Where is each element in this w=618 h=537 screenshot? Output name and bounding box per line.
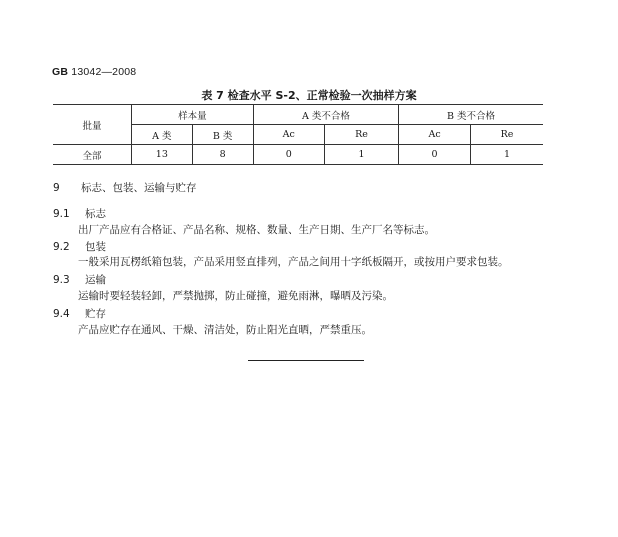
page-header <box>52 66 136 78</box>
cell-a-ac: 0 <box>253 145 324 165</box>
header-b-re: Re <box>471 125 543 145</box>
section-number: 9 <box>53 182 60 194</box>
cell-sample-a: 13 <box>132 145 193 165</box>
section-9-4-text: 产品应贮存在通风、干燥、清洁处，防止阳光直晒，严禁重压。 <box>78 324 372 336</box>
section-9-4-heading <box>53 306 106 321</box>
table-title: 表 7 检查水平 S-2、正常检验一次抽样方案 <box>201 89 417 102</box>
cell-a-re: 1 <box>324 145 398 165</box>
table-header-row-1 <box>53 105 543 125</box>
cell-b-ac: 0 <box>399 145 471 165</box>
section-9-1-heading <box>53 206 106 221</box>
header-a-ac: Ac <box>253 125 324 145</box>
standard-prefix: GB <box>52 66 69 78</box>
section-title: 贮存 <box>85 308 106 320</box>
header-b-nonconform: B 类不合格 <box>399 105 543 125</box>
header-b-ac: Ac <box>399 125 471 145</box>
end-rule <box>248 360 364 361</box>
cell-batch: 全部 <box>53 145 132 165</box>
cell-b-re: 1 <box>471 145 543 165</box>
section-title: 包装 <box>85 241 106 253</box>
section-number: 9.3 <box>53 274 70 286</box>
section-title: 标志 <box>85 208 106 220</box>
section-number: 9.1 <box>53 208 70 220</box>
cell-sample-b: 8 <box>192 145 253 165</box>
sampling-plan-table <box>53 104 543 165</box>
header-sample-size: 样本量 <box>132 105 254 125</box>
section-title: 运输 <box>85 274 106 286</box>
table-row <box>53 145 543 165</box>
standard-number: 13042—2008 <box>71 66 137 78</box>
section-9-heading <box>53 180 197 195</box>
section-9-3-heading <box>53 272 106 287</box>
section-9-2-heading <box>53 239 106 254</box>
header-sample-a: A 类 <box>132 125 193 145</box>
header-a-nonconform: A 类不合格 <box>253 105 398 125</box>
section-number: 9.2 <box>53 241 70 253</box>
section-9-2-text: 一般采用瓦楞纸箱包装，产品采用竖直排列，产品之间用十字纸板隔开，或按用户要求包装。 <box>78 256 509 268</box>
section-9-3-text: 运输时要轻装轻卸，严禁抛掷，防止碰撞，避免雨淋，曝晒及污染。 <box>78 290 393 302</box>
section-9-1-text: 出厂产品应有合格证、产品名称、规格、数量、生产日期、生产厂名等标志。 <box>78 224 435 236</box>
section-number: 9.4 <box>53 308 70 320</box>
header-a-re: Re <box>324 125 398 145</box>
header-sample-b: B 类 <box>192 125 253 145</box>
header-batch: 批量 <box>53 105 132 145</box>
section-title: 标志、包装、运输与贮存 <box>81 182 197 194</box>
